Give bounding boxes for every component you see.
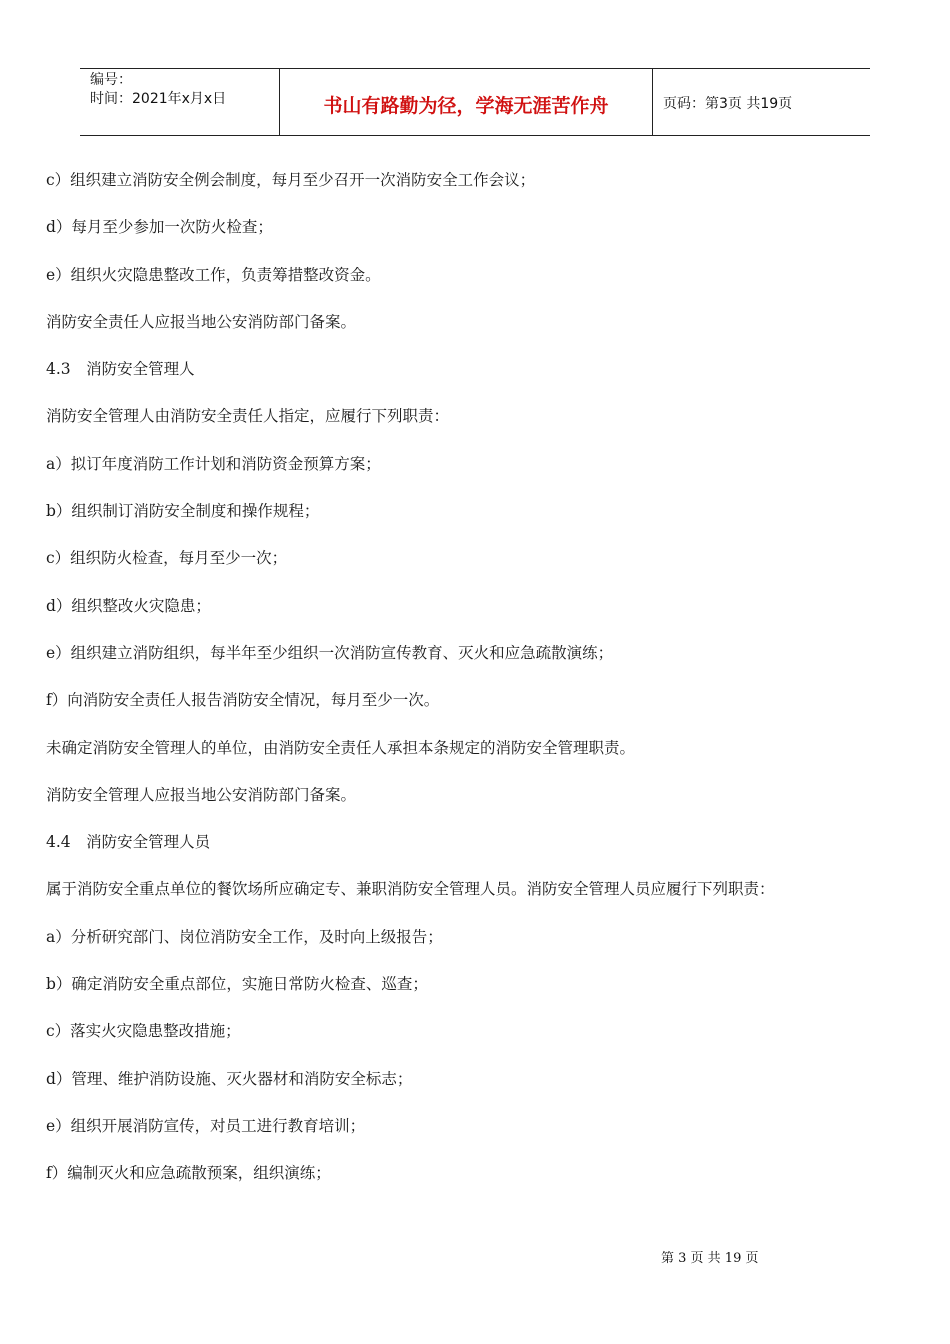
- paragraph: b）确定消防安全重点部位，实施日常防火检查、巡查；: [46, 975, 428, 994]
- paragraph: 属于消防安全重点单位的餐饮场所应确定专、兼职消防安全管理人员。消防安全管理人员应履行下列职责：: [46, 880, 775, 899]
- document-date: 时间：2021年x月x日: [90, 91, 227, 107]
- paragraph: a）拟订年度消防工作计划和消防资金预算方案；: [46, 454, 381, 473]
- page-footer: 第 3 页 共 19 页: [661, 1251, 759, 1266]
- header-meta: [80, 69, 280, 135]
- paragraph: d）管理、维护消防设施、灭火器材和消防安全标志；: [46, 1069, 413, 1088]
- paragraph: e）组织建立消防组织，每半年至少组织一次消防宣传教育、灭火和应急疏散演练；: [46, 643, 614, 662]
- paragraph: f）向消防安全责任人报告消防安全情况，每月至少一次。: [46, 691, 440, 710]
- paragraph: d）每月至少参加一次防火检查；: [46, 218, 273, 237]
- paragraph: b）组织制订消防安全制度和操作规程；: [46, 502, 320, 521]
- section-heading: 4.4 消防安全管理人员: [46, 833, 211, 852]
- paragraph: f）编制灭火和应急疏散预案，组织演练；: [46, 1164, 331, 1183]
- page-header: [80, 68, 870, 136]
- paragraph: e）组织火灾隐患整改工作，负责筹措整改资金。: [46, 265, 381, 284]
- paragraph: a）分析研究部门、岗位消防安全工作，及时向上级报告；: [46, 927, 443, 946]
- document-number-label: 编号：: [90, 72, 132, 88]
- header-page-info: 页码：第3页 共19页: [663, 96, 793, 112]
- header-motto: 书山有路勤为径，学海无涯苦作舟: [280, 69, 653, 135]
- document-body: [46, 168, 896, 1209]
- paragraph: 消防安全责任人应报当地公安消防部门备案。: [46, 312, 357, 331]
- paragraph: 消防安全管理人由消防安全责任人指定，应履行下列职责：: [46, 407, 450, 426]
- paragraph: c）组织建立消防安全例会制度，每月至少召开一次消防安全工作会议；: [46, 171, 536, 189]
- paragraph: c）组织防火检查，每月至少一次；: [46, 549, 288, 568]
- paragraph: 消防安全管理人应报当地公安消防部门备案。: [46, 785, 357, 804]
- paragraph: e）组织开展消防宣传，对员工进行教育培训；: [46, 1116, 366, 1135]
- paragraph: 未确定消防安全管理人的单位，由消防安全责任人承担本条规定的消防安全管理职责。: [46, 738, 636, 757]
- paragraph: d）组织整改火灾隐患；: [46, 596, 211, 615]
- paragraph: c）落实火灾隐患整改措施；: [46, 1022, 241, 1041]
- section-heading: 4.3 消防安全管理人: [46, 360, 195, 379]
